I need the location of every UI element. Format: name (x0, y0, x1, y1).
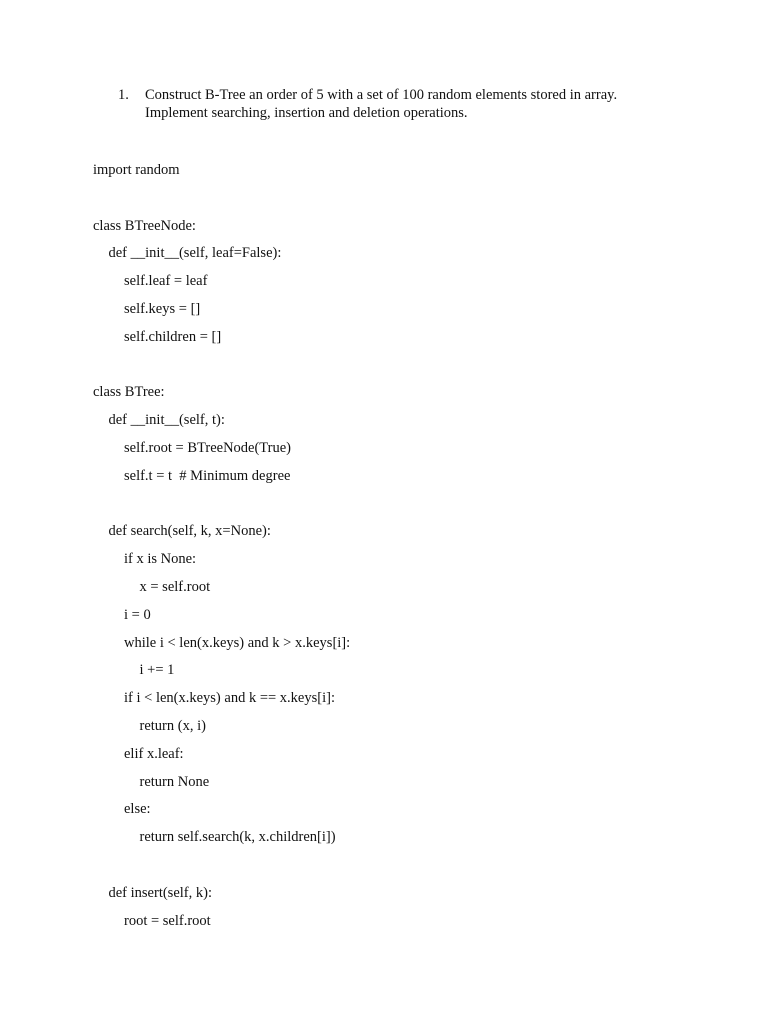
question-line-2: Implement searching, insertion and deletion operations. (145, 105, 468, 121)
code-line: self.root = BTreeNode(True) (124, 439, 291, 456)
code-line: class BTreeNode: (93, 217, 196, 234)
code-line-blank (93, 185, 733, 213)
code-line: class BTree: (93, 384, 165, 401)
code-line-blank (93, 491, 733, 519)
code-line-blank (93, 352, 733, 380)
question-number: 1. (118, 87, 129, 103)
code-line: elif x.leaf: (124, 745, 184, 762)
code-line: if i < len(x.keys) and k == x.keys[i]: (124, 690, 335, 707)
code-line-blank (93, 852, 733, 880)
code-line: if x is None: (124, 551, 197, 568)
code-line: def __init__(self, leaf=False): (108, 245, 282, 262)
code-line: i = 0 (124, 606, 151, 623)
code-line: import random (93, 162, 180, 178)
code-line: def search(self, k, x=None): (108, 523, 271, 540)
code-line: self.children = [] (124, 328, 222, 345)
code-line: else: (124, 801, 151, 818)
code-line: x = self.root (139, 578, 211, 595)
question-line-1: Construct B-Tree an order of 5 with a set of 100 random elements stored in array. (145, 87, 618, 103)
code-line: return (x, i) (139, 717, 206, 734)
code-line: def __init__(self, t): (108, 412, 225, 429)
code-line: root = self.root (124, 912, 211, 929)
code-listing (93, 157, 733, 935)
code-line: i += 1 (139, 662, 175, 679)
code-line: self.leaf = leaf (124, 273, 208, 290)
code-line: self.t = t # Minimum degree (124, 467, 291, 484)
code-line: return None (139, 773, 210, 790)
code-line: self.keys = [] (124, 300, 201, 317)
code-line: while i < len(x.keys) and k > x.keys[i]: (124, 634, 351, 651)
code-line: def insert(self, k): (108, 884, 212, 901)
question-text (145, 86, 675, 122)
code-line: return self.search(k, x.children[i]) (139, 829, 336, 846)
